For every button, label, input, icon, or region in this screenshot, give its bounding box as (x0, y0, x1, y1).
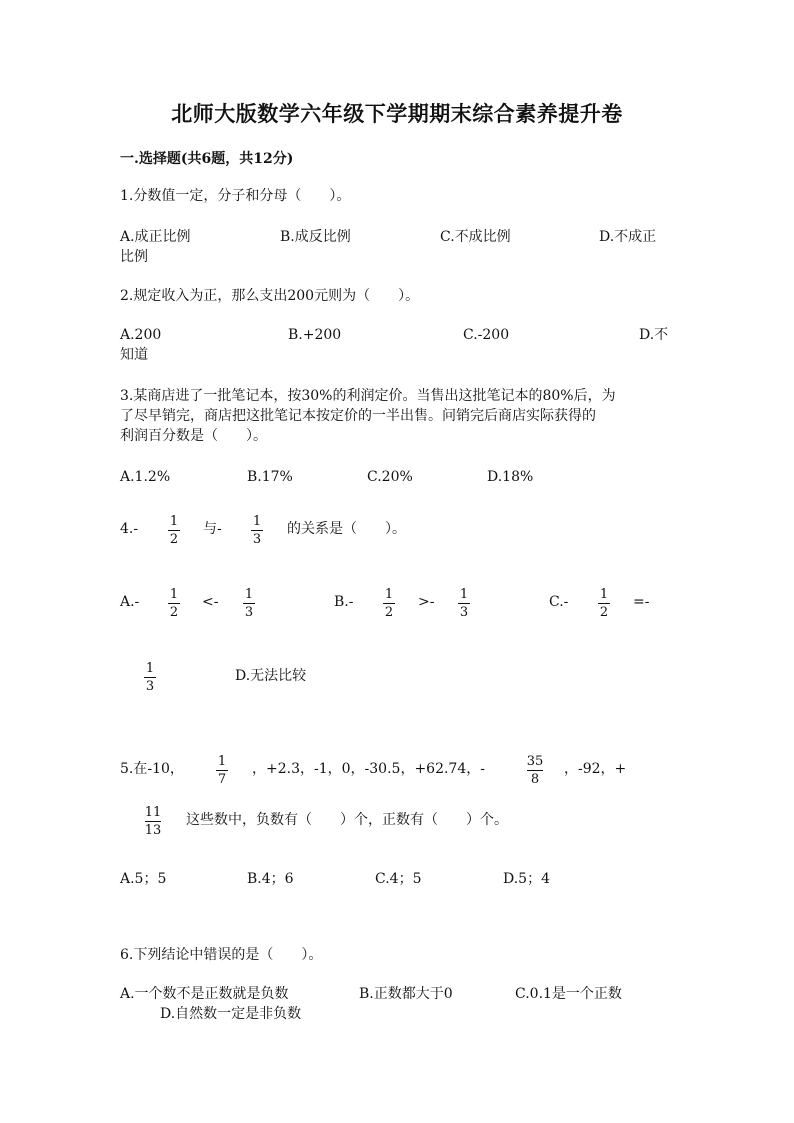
page-title: 北师大版数学六年级下学期期末综合素养提升卷 (171, 101, 623, 126)
fraction-bar (145, 821, 161, 822)
fraction-numerator: 1 (384, 587, 394, 602)
fraction (249, 514, 265, 547)
question-6-stem: 6.下列结论中错误的是（ ）。 (120, 947, 323, 963)
question-5-tail: ，-92，+ (564, 761, 627, 777)
question-3-line-2: 了尽早销完，商店把这批笔记本按定价的一半出售。问销完后商店实际获得的 (120, 408, 596, 424)
question-5-option-d: D.5；4 (503, 871, 550, 887)
fraction-numerator: 1 (599, 587, 609, 602)
fraction-numerator: 1 (459, 587, 469, 602)
question-2-option-d: D.不 (639, 327, 669, 343)
fraction-bar (216, 770, 228, 771)
question-1-option-b: B.成反比例 (280, 229, 351, 245)
question-4-mid: 与- (203, 521, 222, 537)
fraction-denominator: 3 (459, 605, 469, 620)
fraction-bar (168, 603, 180, 604)
question-4-suffix: 的关系是（ ）。 (287, 521, 406, 537)
question-2-option-a: A.200 (120, 327, 162, 343)
fraction-numerator: 35 (526, 754, 544, 769)
fraction-bar (527, 770, 543, 771)
fraction-denominator: 3 (145, 679, 155, 694)
question-3-option-b: B.17% (247, 469, 293, 485)
fraction-numerator: 1 (244, 587, 254, 602)
question-3-line-1: 3.某商店进了一批笔记本，按30%的利润定价。当售出这批笔记本的80%后，为 (120, 388, 616, 404)
question-6-option-c: C.0.1是一个正数 (515, 986, 622, 1002)
fraction-numerator: 11 (144, 805, 162, 820)
question-2-stem: 2.规定收入为正，那么支出200元则为（ ）。 (120, 288, 420, 304)
question-3-option-c: C.20% (367, 469, 413, 485)
fraction-denominator: 8 (530, 772, 540, 787)
question-2-option-b: B.+200 (288, 327, 342, 343)
fraction-denominator: 13 (144, 823, 162, 838)
question-4-option-a-operator: <- (202, 594, 219, 610)
question-3-option-a: A.1.2% (120, 469, 171, 485)
fraction-bar (251, 530, 263, 531)
question-1-option-d-wrap: 比例 (120, 249, 148, 265)
question-4-option-a-prefix: A.- (120, 594, 140, 610)
fraction-bar (458, 603, 470, 604)
fraction-numerator: 1 (169, 514, 179, 529)
fraction (596, 587, 612, 620)
fraction-denominator: 2 (599, 605, 609, 620)
question-2-option-c: C.-200 (463, 327, 510, 343)
question-4-option-d: D.无法比较 (235, 668, 307, 684)
fraction-bar (383, 603, 395, 604)
question-5-suffix: 这些数中，负数有（ ）个，正数有（ ）个。 (186, 812, 508, 828)
question-4-prefix: 4.- (120, 521, 139, 537)
fraction-bar (598, 603, 610, 604)
question-5-prefix: 5.在-10， (120, 761, 184, 777)
question-1-option-c: C.不成比例 (440, 229, 511, 245)
question-5-mid: ，+2.3，-1，0，-30.5，+62.74，- (252, 761, 485, 777)
fraction-numerator: 1 (169, 587, 179, 602)
question-6-option-d: D.自然数一定是非负数 (160, 1006, 302, 1022)
fraction (525, 754, 545, 787)
question-3-line-3: 利润百分数是（ ）。 (120, 428, 267, 444)
fraction-denominator: 2 (169, 532, 179, 547)
fraction-bar (168, 530, 180, 531)
question-4-option-b-operator: >- (418, 594, 435, 610)
question-1-stem: 1.分数值一定，分子和分母（ ）。 (120, 188, 351, 204)
fraction (166, 587, 182, 620)
fraction-denominator: 2 (384, 605, 394, 620)
question-1-option-a: A.成正比例 (120, 229, 191, 245)
question-1-option-d: D.不成正 (599, 229, 657, 245)
question-6-option-b: B.正数都大于0 (359, 986, 453, 1002)
question-6-option-a: A.一个数不是正数就是负数 (120, 986, 289, 1002)
fraction (241, 587, 257, 620)
question-4-option-c-prefix: C.- (549, 594, 569, 610)
question-4-option-b-prefix: B.- (334, 594, 354, 610)
question-5-option-a: A.5；5 (120, 871, 167, 887)
fraction (143, 805, 163, 838)
question-3-option-d: D.18% (487, 469, 534, 485)
fraction-numerator: 1 (145, 661, 155, 676)
fraction (456, 587, 472, 620)
question-4-option-c-operator: =- (633, 594, 650, 610)
fraction-denominator: 7 (217, 772, 227, 787)
fraction (166, 514, 182, 547)
fraction-bar (243, 603, 255, 604)
fraction (142, 661, 158, 694)
question-2-option-d-wrap: 知道 (120, 347, 148, 363)
section-heading: 一.选择题(共6题，共12分) (120, 151, 294, 167)
question-5-option-b: B.4；6 (247, 871, 294, 887)
fraction (214, 754, 230, 787)
fraction-denominator: 3 (244, 605, 254, 620)
fraction-denominator: 2 (169, 605, 179, 620)
fraction-numerator: 1 (217, 754, 227, 769)
fraction (381, 587, 397, 620)
fraction-numerator: 1 (252, 514, 262, 529)
fraction-denominator: 3 (252, 532, 262, 547)
fraction-bar (144, 677, 156, 678)
question-5-option-c: C.4；5 (375, 871, 422, 887)
